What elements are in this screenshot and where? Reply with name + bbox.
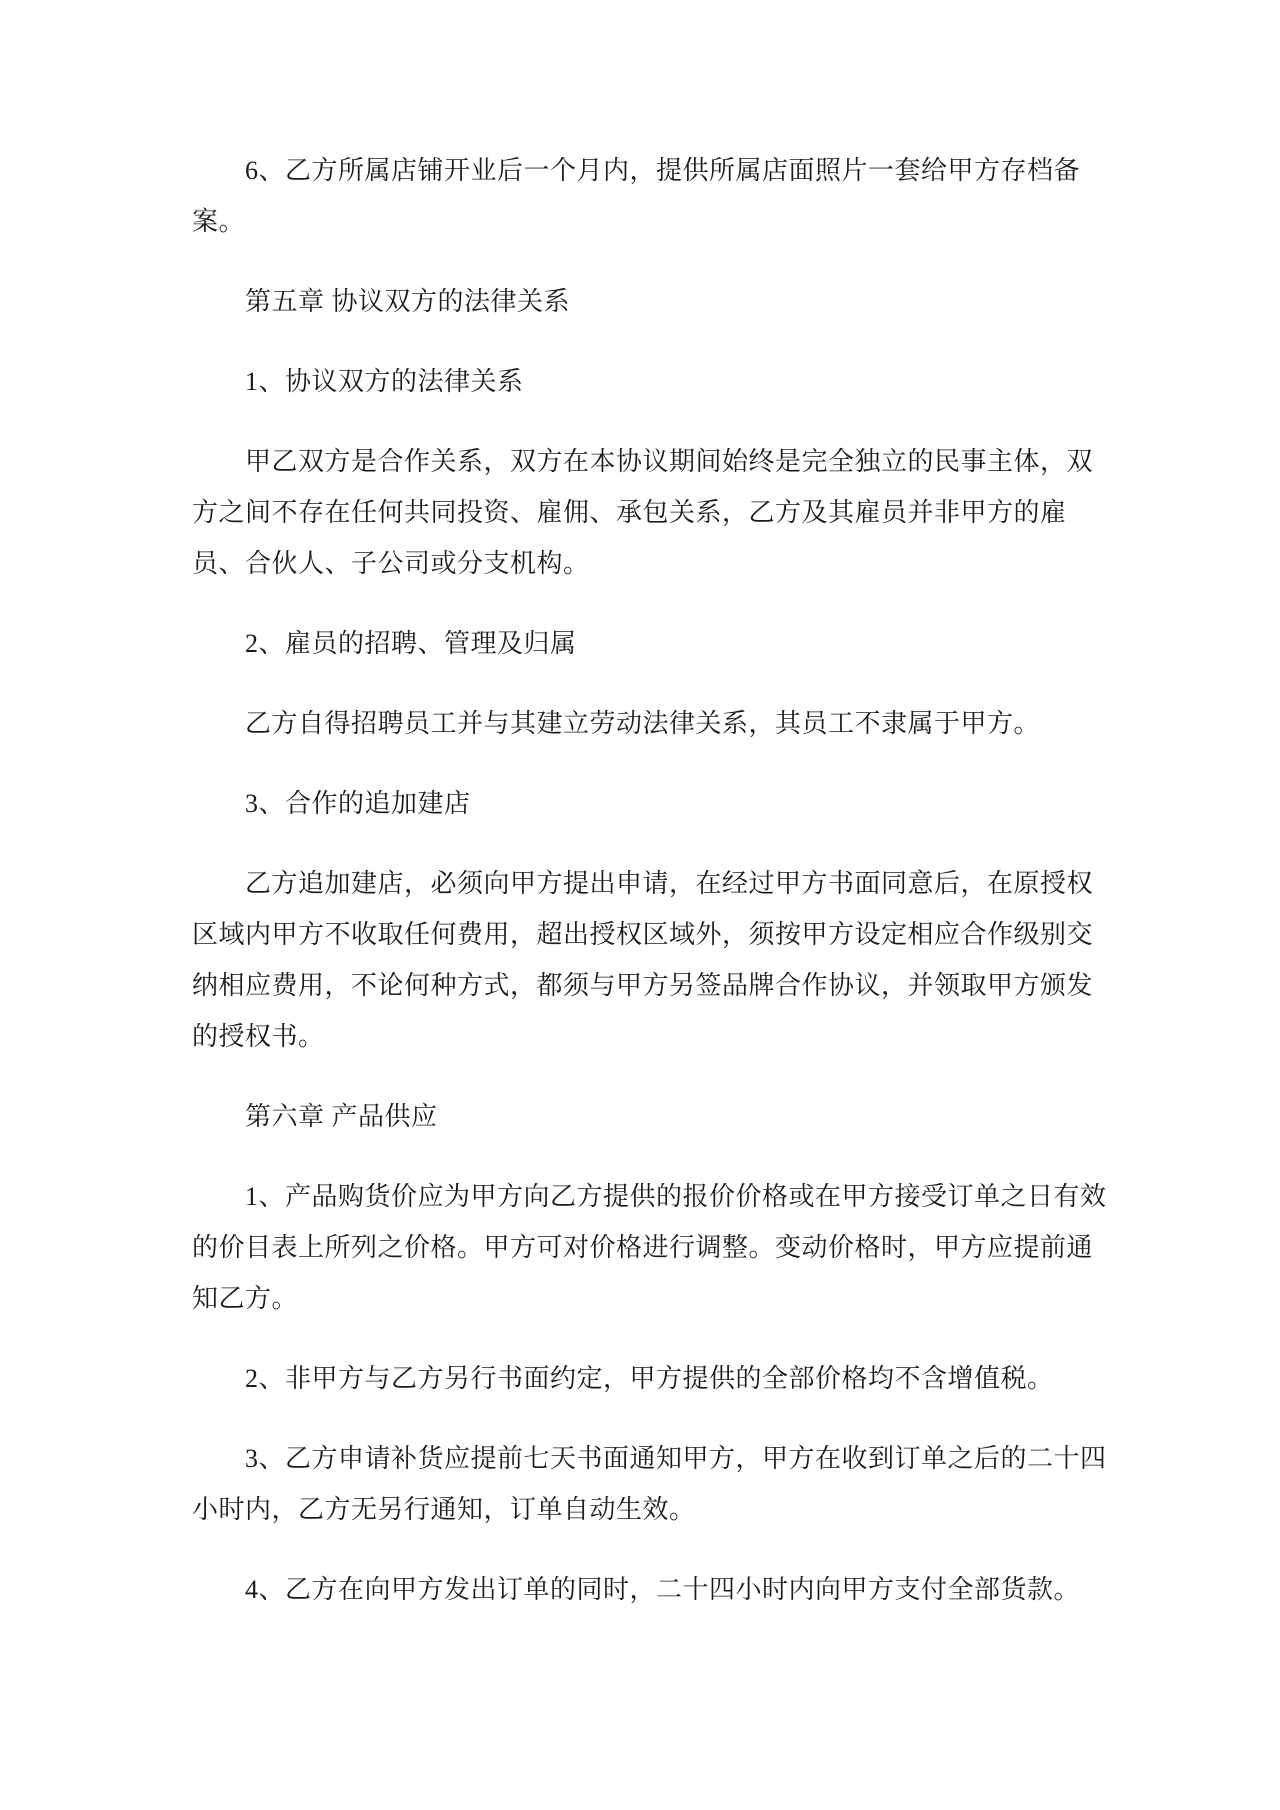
text-line: 第六章 产品供应: [245, 1102, 438, 1131]
text-line: 方之间不存在任何共同投资、雇佣、承包关系，乙方及其雇员并非甲方的雇: [192, 498, 1067, 527]
text-line: 4、乙方在向甲方发出订单的同时，二十四小时内向甲方支付全部货款。: [245, 1575, 1081, 1604]
text-line: 的价目表上所列之价格。甲方可对价格进行调整。变动价格时，甲方应提前通: [192, 1233, 1094, 1262]
text-line: 2、雇员的招聘、管理及归属: [245, 629, 577, 658]
text-line: 1、产品购货价应为甲方向乙方提供的报价价格或在甲方接受订单之日有效: [245, 1182, 1107, 1211]
clause-6-3-paragraph: [192, 1433, 1107, 1535]
clause-6-4-paragraph: [192, 1564, 1100, 1615]
clause-5-2-paragraph: [192, 698, 1100, 749]
text-line: 案。: [192, 207, 246, 236]
text-line: 3、乙方申请补货应提前七天书面通知甲方，甲方在收到订单之后的二十四: [245, 1444, 1107, 1473]
text-line: 区域内甲方不收取任何费用，超出授权区域外，须按甲方设定相应合作级别交: [192, 920, 1094, 949]
text-line: 知乙方。: [192, 1284, 299, 1313]
text-line: 乙方追加建店，必须向甲方提出申请，在经过甲方书面同意后，在原授权: [245, 869, 1094, 898]
text-line: 乙方自得招聘员工并与其建立劳动法律关系，其员工不隶属于甲方。: [245, 709, 1041, 738]
text-line: 甲乙双方是合作关系，双方在本协议期间始终是完全独立的民事主体，双: [245, 447, 1094, 476]
text-line: 的授权书。: [192, 1022, 325, 1051]
chapter-6-heading: [192, 1091, 1100, 1142]
text-line: 小时内，乙方无另行通知，订单自动生效。: [192, 1495, 696, 1524]
text-line: 6、乙方所属店铺开业后一个月内，提供所属店面照片一套给甲方存档备: [245, 156, 1081, 185]
text-line: 第五章 协议双方的法律关系: [245, 287, 571, 316]
clause-5-3-paragraph: [192, 858, 1100, 1062]
text-line: 1、协议双方的法律关系: [245, 367, 524, 396]
clause-5-3-heading: [192, 778, 1100, 829]
text-line: 纳相应费用，不论何种方式，都须与甲方另签品牌合作协议，并领取甲方颁发: [192, 971, 1094, 1000]
clause-6: [192, 145, 1100, 247]
clause-5-2-heading: [192, 618, 1100, 669]
text-line: 2、非甲方与乙方另行书面约定，甲方提供的全部价格均不含增值税。: [245, 1364, 1054, 1393]
clause-6-2-paragraph: [192, 1353, 1100, 1404]
clause-6-1-paragraph: [192, 1171, 1107, 1324]
clause-5-1-heading: [192, 356, 1100, 407]
text-line: 员、合伙人、子公司或分支机构。: [192, 549, 590, 578]
chapter-5-heading: [192, 276, 1100, 327]
clause-5-1-paragraph: [192, 436, 1100, 589]
text-line: 3、合作的追加建店: [245, 789, 471, 818]
